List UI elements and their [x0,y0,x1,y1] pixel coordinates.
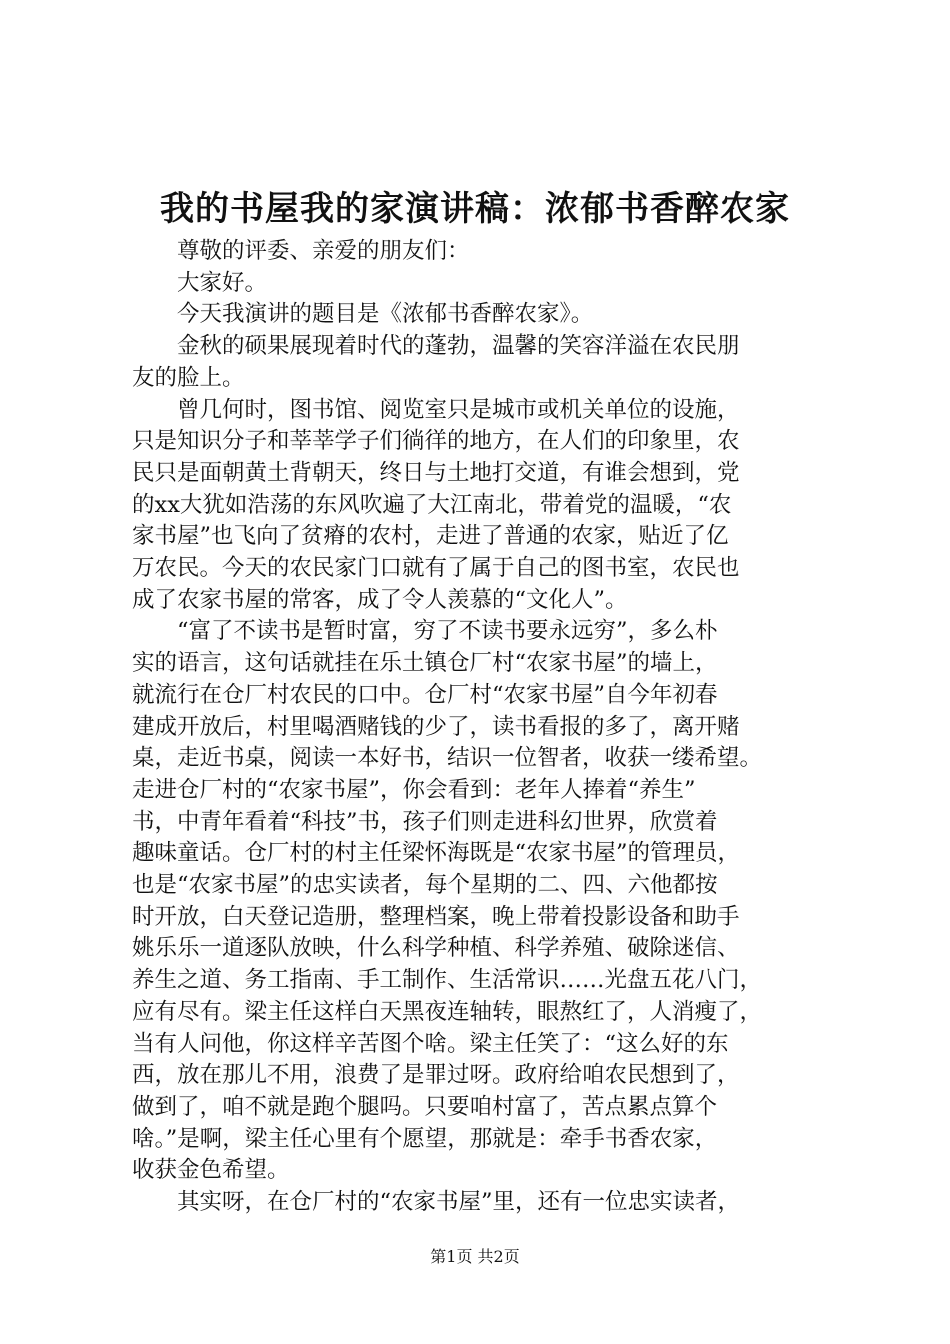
paragraph-line: 桌，走近书桌，阅读一本好书，结识一位智者，收获一缕希望。 [132,745,763,772]
paragraph [132,616,832,1187]
paragraph [132,395,832,617]
paragraph-line: 西，放在那儿不用，浪费了是罪过呀。政府给咱农民想到了， [132,1062,740,1089]
paragraph-line: 收获金色希望。 [132,1157,290,1184]
document-body [132,236,832,1219]
paragraph-line: 的xx大犹如浩荡的东风吹遍了大江南北，带着党的温暖，“农 [132,491,732,518]
paragraph-line: 也是“农家书屋”的忠实读者，每个星期的二、四、六他都按 [132,872,718,899]
paragraph-line: 万农民。今天的农民家门口就有了属于自己的图书室，农民也 [132,555,740,582]
paragraph-line: 就流行在仓厂村农民的口中。仓厂村“农家书屋”自今年初春 [132,681,718,708]
paragraph [132,1187,832,1219]
paragraph-line: 做到了，咱不就是跑个腿吗。只要咱村富了，苦点累点算个 [132,1093,718,1120]
paragraph-line: 建成开放后，村里喝酒赌钱的少了，读书看报的多了，离开赌 [132,713,740,740]
paragraph-line: 友的脸上。 [132,364,245,391]
paragraph [132,268,832,300]
paragraph [132,299,832,331]
paragraph-line: 趣味童话。仓厂村的村主任梁怀海既是“农家书屋”的管理员， [132,840,741,867]
paragraph [132,236,832,268]
paragraph-line: 实的语言，这句话就挂在乐土镇仓厂村“农家书屋”的墙上， [132,650,718,677]
paragraph-line: 书，中青年看着“科技”书，孩子们则走进科幻世界，欣赏着 [132,808,718,835]
paragraph-line: “富了不读书是暂时富，穷了不读书要永远穷”，多么朴 [177,618,718,645]
paragraph-line: 当有人问他，你这样辛苦图个啥。梁主任笑了：“这么好的东 [132,1030,729,1057]
paragraph-line: 啥。”是啊，梁主任心里有个愿望，那就是：牵手书香农家， [132,1125,718,1152]
paragraph-line: 姚乐乐一道逐队放映，什么科学种植、科学养殖、破除迷信、 [132,935,740,962]
paragraph-line: 成了农家书屋的常客，成了令人羡慕的“文化人”。 [132,586,628,613]
paragraph-line: 家书屋”也飞向了贫瘠的农村，走进了普通的农家，贴近了亿 [132,523,729,550]
paragraph-line: 民只是面朝黄土背朝天，终日与土地打交道，有谁会想到，党 [132,459,740,486]
paragraph-line: 大家好。 [177,269,268,296]
paragraph [132,331,832,394]
paragraph-line: 应有尽有。梁主任这样白天黑夜连轴转，眼熬红了，人消瘦了， [132,998,763,1025]
page-footer: 第1页 共2页 [430,1247,520,1266]
paragraph-line: 养生之道、务工指南、手工制作、生活常识……光盘五花八门， [132,967,763,994]
document-title: 我的书屋我的家演讲稿：浓郁书香醉农家 [160,189,790,229]
paragraph-line: 只是知识分子和莘莘学子们徜徉的地方，在人们的印象里，农 [132,428,740,455]
paragraph-line: 尊敬的评委、亲爱的朋友们： [177,238,470,264]
paragraph-line: 时开放，白天登记造册，整理档案，晚上带着投影设备和助手 [132,903,740,930]
paragraph-line: 其实呀，在仓厂村的“农家书屋”里，还有一位忠实读者， [177,1189,741,1216]
paragraph-line: 走进仓厂村的“农家书屋”，你会看到：老年人捧着“养生” [132,776,696,803]
paragraph-line: 金秋的硕果展现着时代的蓬勃，温馨的笑容洋溢在农民朋 [177,333,740,360]
paragraph-line: 今天我演讲的题目是《浓郁书香醉农家》。 [177,301,594,328]
paragraph-line: 曾几何时，图书馆、阅览室只是城市或机关单位的设施， [177,396,740,423]
